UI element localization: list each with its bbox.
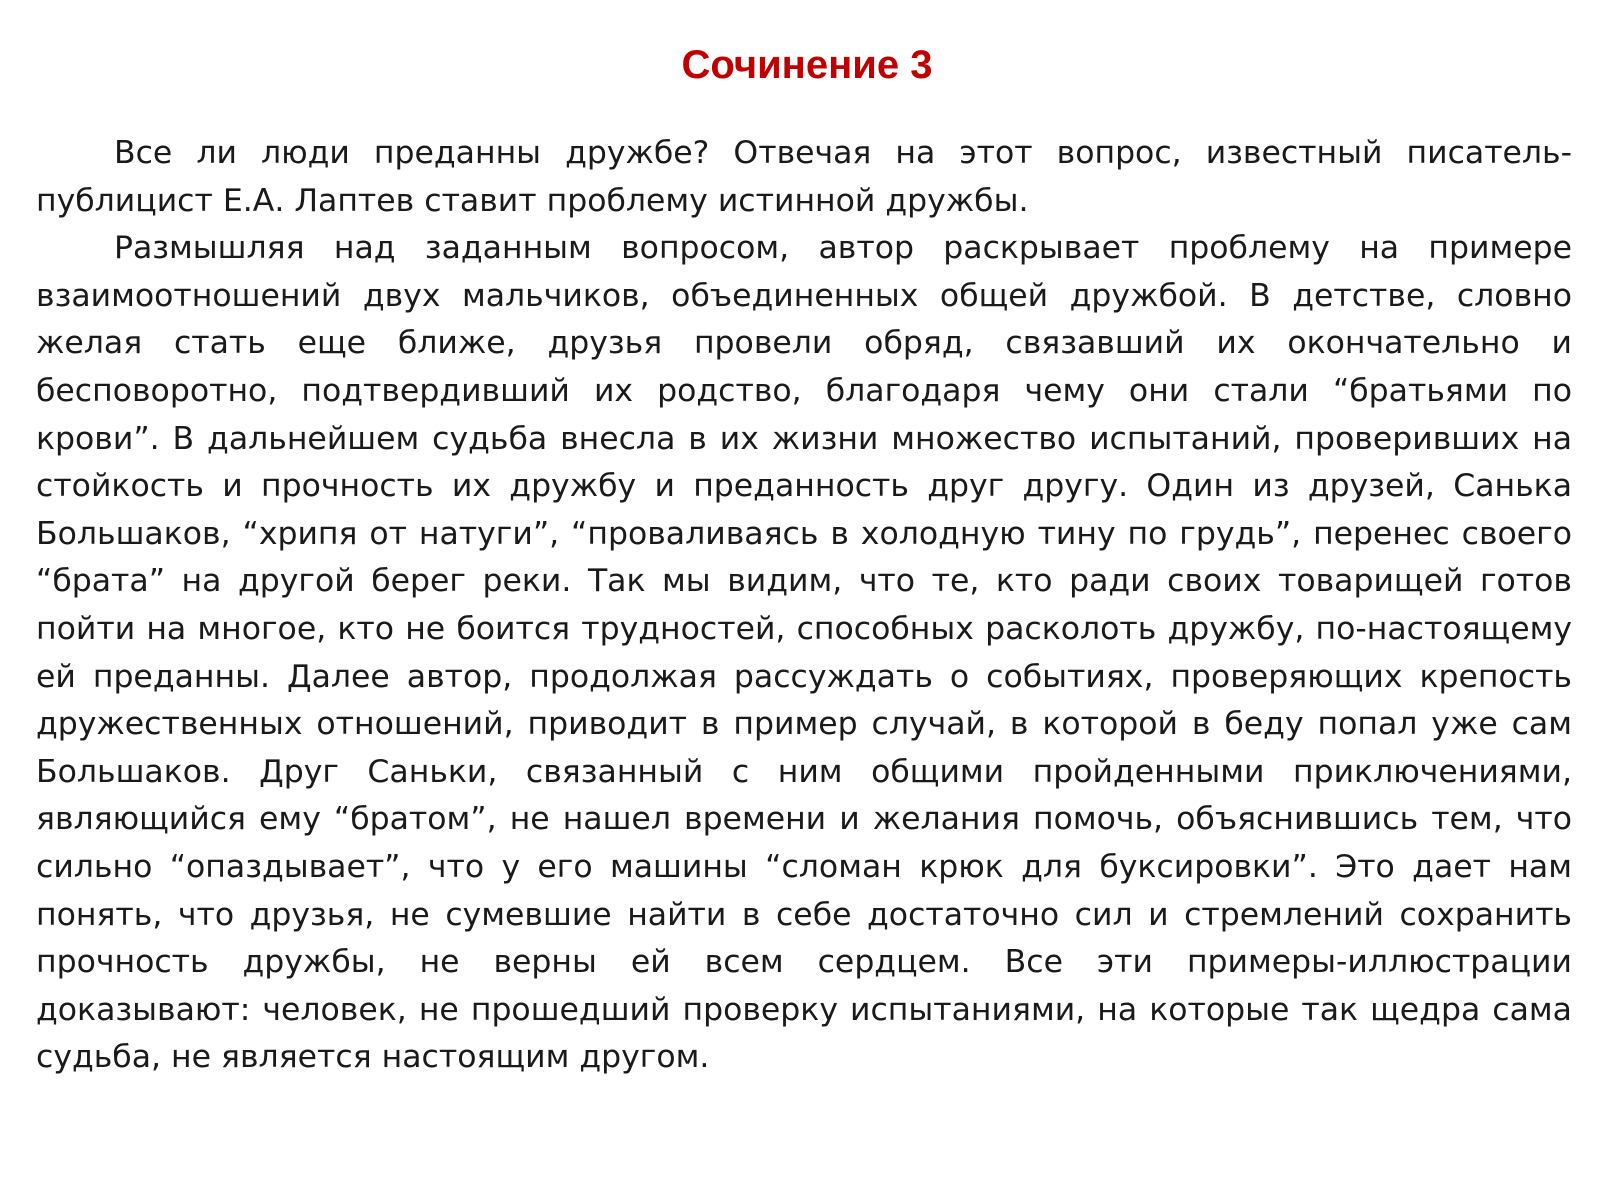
paragraph-intro: Все ли люди преданны дружбе? Отвечая на этот вопрос, известный писатель-публицист Е.А. Лаптев ставит проблему истинной дружбы. (36, 135, 1572, 219)
paragraph-body: Размышляя над заданным вопросом, автор раскрывает проблему на примере взаимоотношений двух мальчиков, объединенных общей дружбой. В детстве, словно желая стать еще ближе, друзья провели обряд, связавший их окончательно и бесповоротно, подтвердивший их родство, благодаря чему они стали “братьями по крови”. В дальнейшем судьба внесла в их жизни множество испытаний, проверивших на стойкость и прочность их дружбу и преданность друг другу. Один из друзей, Санька Большаков, “хрипя от натуги”, “проваливаясь в холодную тину по грудь”, перенес своего “брата” на другой берег реки. Так мы видим, что те, кто ради своих товарищей готов пойти на многое, кто не боится трудностей, способных расколоть дружбу, по-настоящему ей преданны. Далее автор, продолжая рассуждать о событиях, проверяющих крепость дружественных отношений, приводит в пример случай, в которой в беду попал уже сам Большаков. Друг Саньки, связанный с ним общими пройденными приключениями, являющийся ему “братом”, не нашел времени и желания помочь, объяснившись тем, что сильно “опаздывает”, что у его машины “сломан крюк для буксировки”. Это дает нам понять, что друзья, не сумевшие найти в себе достаточно сил и стремлений сохранить прочность дружбы, не верны ей всем сердцем. Все эти примеры-иллюстрации доказывают: человек, не прошедший проверку испытаниями, на которые так щедра сама судьба, не является настоящим другом. (36, 230, 1572, 1076)
document-title: Сочинение 3 (681, 43, 933, 87)
